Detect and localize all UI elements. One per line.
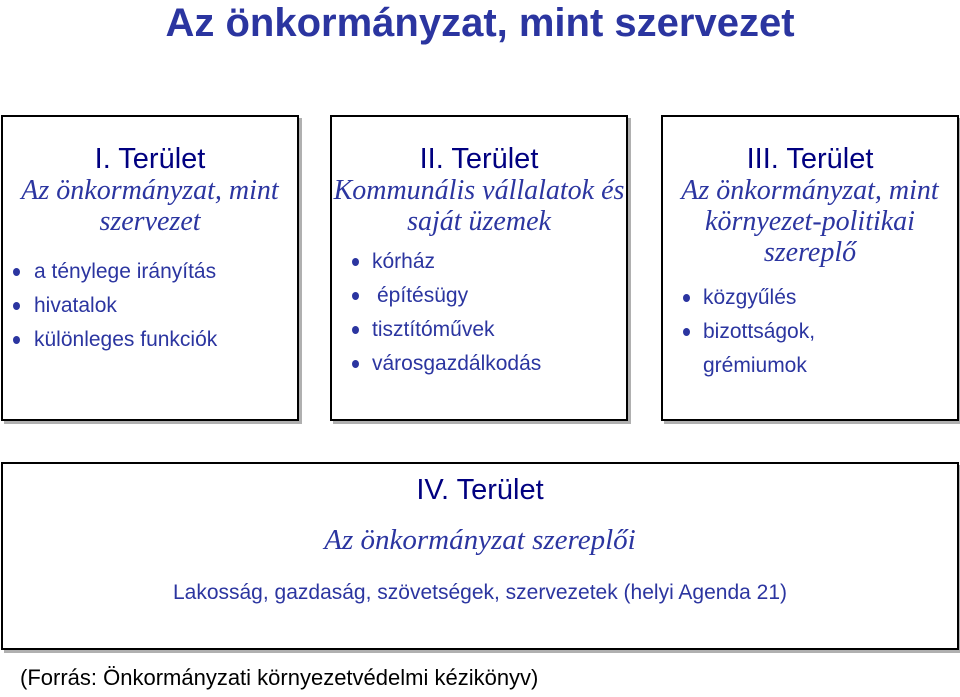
bullet-icon [13, 336, 20, 344]
area-2-box [330, 115, 628, 421]
list-item [683, 281, 957, 315]
list-item-text: építésügy [377, 284, 469, 307]
slide-title: Az önkormányzat, mint szervezet [165, 1, 795, 45]
list-item [352, 313, 626, 347]
area-1-subtitle [3, 175, 297, 237]
list-item [352, 245, 626, 279]
area-4-box [1, 462, 959, 650]
area-3-list [683, 281, 957, 383]
list-item [352, 279, 626, 313]
area-1-box [1, 115, 299, 421]
area-1-list [13, 255, 297, 357]
area-4-text: Lakosság, gazdaság, szövetségek, szervezetek (helyi Agenda 21) [172, 581, 788, 604]
list-item-text: különleges funkciók [34, 328, 218, 351]
source-citation: (Forrás: Önkormányzati környezetvédelmi kézikönyv) [20, 665, 539, 690]
list-item-text: kórház [372, 250, 436, 273]
bullet-icon [683, 328, 690, 336]
bullet-icon [352, 326, 359, 334]
area-1-heading: I. Terület [94, 143, 206, 175]
list-item [13, 323, 297, 357]
area-2-subtitle-text: Kommunális vállalatok és saját üzemek [333, 175, 625, 237]
area-4-subtitle: Az önkormányzat szereplői [324, 524, 636, 556]
list-item-text: tisztítóművek [372, 318, 495, 341]
area-1-subtitle-text: Az önkormányzat, mint szervezet [21, 175, 279, 237]
list-item-text: a ténylege irányítás [34, 260, 217, 283]
list-item-continuation [683, 349, 957, 383]
area-3-subtitle [663, 175, 957, 268]
bullet-icon [352, 258, 359, 266]
list-item [352, 347, 626, 381]
bullet-icon [13, 268, 20, 276]
list-item-text: bizottságok, [703, 320, 816, 343]
list-item [683, 315, 957, 349]
bullet-icon [352, 292, 359, 300]
list-item-text: városgazdálkodás [372, 352, 542, 375]
area-2-list [352, 245, 626, 381]
area-2-heading: II. Terület [419, 143, 539, 175]
list-item [13, 255, 297, 289]
list-item-text: közgyűlés [703, 286, 797, 309]
bullet-icon [683, 294, 690, 302]
area-3-heading: III. Terület [746, 143, 874, 175]
area-4-heading: IV. Terület [416, 474, 544, 506]
area-3-box [661, 115, 959, 421]
bullet-icon [13, 302, 20, 310]
bullet-icon [352, 360, 359, 368]
area-2-subtitle [332, 175, 626, 237]
area-3-subtitle-text: Az önkormányzat, mint környezet-politikai szereplő [681, 175, 939, 268]
list-item [13, 289, 297, 323]
list-item-text: grémiumok [703, 354, 807, 377]
list-item-text: hivatalok [34, 294, 117, 317]
